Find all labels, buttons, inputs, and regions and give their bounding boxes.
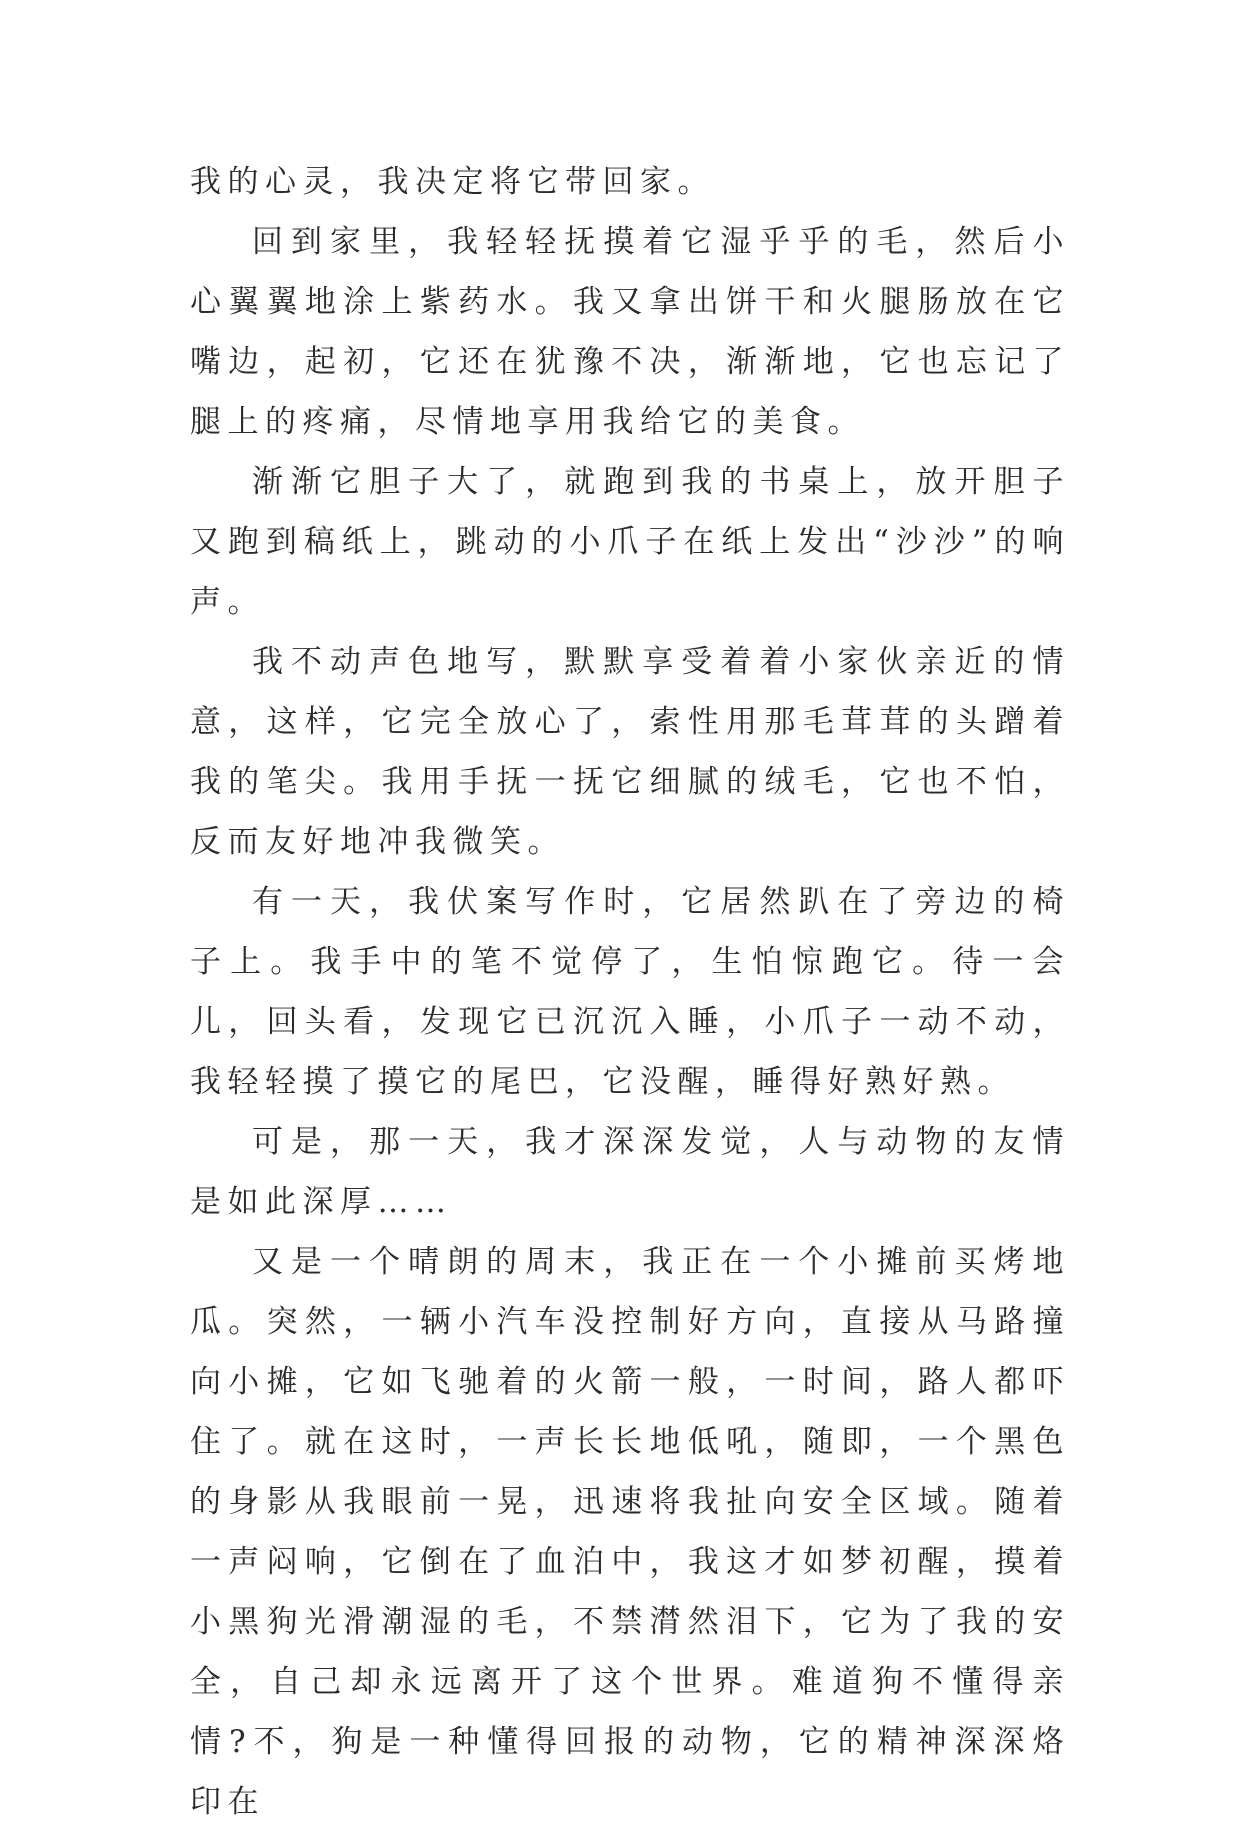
paragraph-4: 我不动声色地写，默默享受着着小家伙亲近的情意，这样，它完全放心了，索性用那毛茸茸的头蹭着我的笔尖。我用手抚一抚它细腻的绒毛，它也不怕，反而友好地冲我微笑。 (190, 644, 1070, 860)
paragraph-5: 有一天，我伏案写作时，它居然趴在了旁边的椅子上。我手中的笔不觉停了，生怕惊跑它。待一会儿，回头看，发现它已沉沉入睡，小爪子一动不动，我轻轻摸了摸它的尾巴，它没醒，睡得好熟好熟。 (190, 884, 1070, 1100)
paragraph-6: 可是，那一天，我才深深发觉，人与动物的友情是如此深厚…… (190, 1124, 1070, 1220)
paragraph-1: 我的心灵，我决定将它带回家。 (190, 164, 715, 200)
paragraph-2: 回到家里，我轻轻抚摸着它湿乎乎的毛，然后小心翼翼地涂上紫药水。我又拿出饼干和火腿肠放在它嘴边，起初，它还在犹豫不决，渐渐地，它也忘记了腿上的疼痛，尽情地享用我给它的美食。 (190, 224, 1070, 440)
essay-body (190, 152, 1070, 1832)
paragraph-3: 渐渐它胆子大了，就跑到我的书桌上，放开胆子又跑到稿纸上，跳动的小爪子在纸上发出“沙沙”的响声。 (190, 464, 1070, 620)
paragraph-7: 又是一个晴朗的周末，我正在一个小摊前买烤地瓜。突然，一辆小汽车没控制好方向，直接从马路撞向小摊，它如飞驰着的火箭一般，一时间，路人都吓住了。就在这时，一声长长地低吼，随即，一个黑色的身影从我眼前一晃，迅速将我扯向安全区域。随着一声闷响，它倒在了血泊中，我这才如梦初醒，摸着小黑狗光滑潮湿的毛，不禁潸然泪下，它为了我的安全，自己却永远离开了这个世界。难道狗不懂得亲情?不，狗是一种懂得回报的动物，它的精神深深烙印在 (190, 1244, 1070, 1820)
